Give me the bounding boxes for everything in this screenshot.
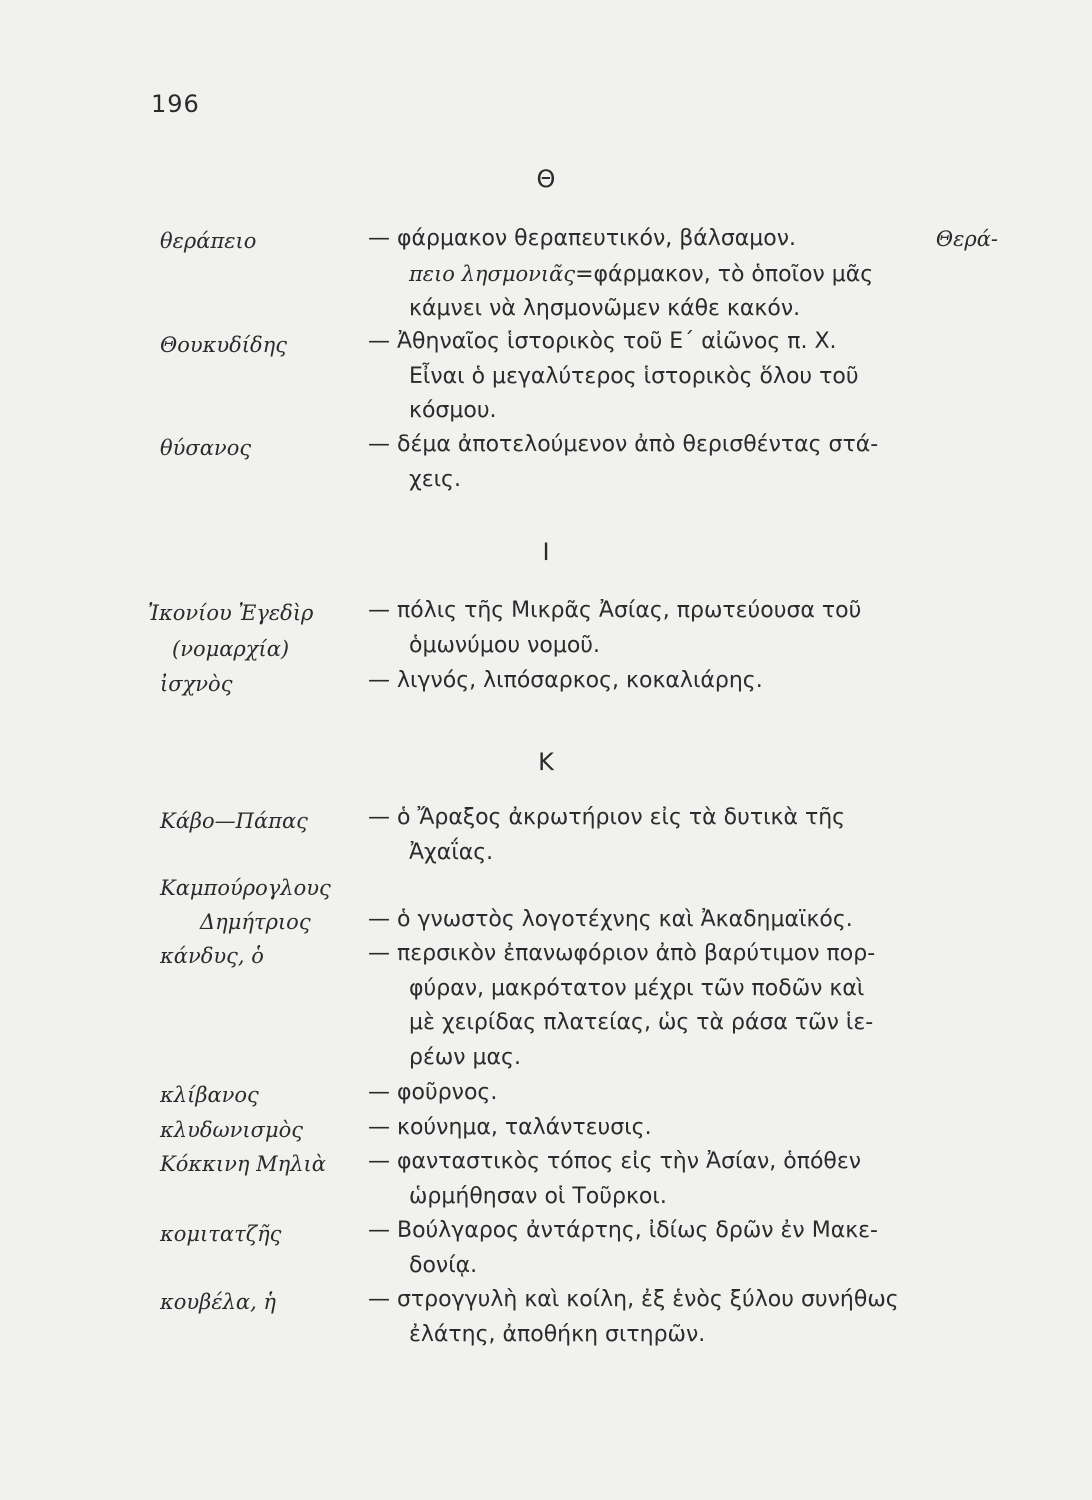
definition: — στρογγυλὴ καὶ κοίλη, ἐξ ἑνὸς ξύλου συνήθως ἐλάτης, ἀποθήκη σιτηρῶν. [368,1287,899,1347]
headword: κομιτατζῆς [160,1222,282,1246]
definition: — ὁ Ἄραξος ἀκρωτήριον εἰς τὰ δυτικὰ τῆς Ἀχαΐας. [368,805,846,865]
section-letter-iota: Ι [542,538,550,566]
page-number: 196 [151,90,200,118]
section-letter-kappa: Κ [538,748,554,776]
headword: Ἰκονίου Ἐγεδὶρ [148,601,314,625]
headword: κλίβανος [160,1083,259,1107]
definition: — Ἀθηναῖος ἱστορικὸς τοῦ Ε΄ αἰῶνος π. Χ. Εἶναι ὁ μεγαλύτερος ἱστορικὸς ὅλου τοῦ κόσμου. [368,329,859,423]
headword: κάνδυς, ὁ [160,944,264,968]
headword: Κάβο—Πάπας [160,809,308,833]
headword: κουβέλα, ἡ [160,1290,277,1314]
headword: Καμπούρογλους [160,876,331,900]
definition: — Βούλγαρος ἀντάρτης, ἰδίως δρῶν ἐν Μακε- δονίᾳ. [368,1218,878,1278]
headword-line-2: Δημήτριος [200,910,311,934]
definition: — δέμα ἀποτελούμενον ἀπὸ θερισθέντας στά- χεις. [368,432,879,492]
definition: — φανταστικὸς τόπος εἰς τὴν Ἀσίαν, ὁπόθεν ὡρμήθησαν οἱ Τοῦρκοι. [368,1149,862,1209]
definition: — κούνημα, ταλάντευσις. [368,1115,652,1140]
definition: — φάρμακον θεραπευτικόν, βάλσαμον. Θερά- πειο λησμονιᾶς=φάρμακον, τὸ ὁποῖον μᾶς κάμνει νὰ λησμονῶμεν κάθε κακόν. [368,226,998,321]
headword: ἰσχνὸς [160,672,233,696]
definition: — ὁ γνωστὸς λογοτέχνης καὶ Ἀκαδημαϊκός. [368,907,853,932]
headword-line-2: (νομαρχία) [172,637,290,661]
headword: κλυδωνισμὸς [160,1118,304,1142]
headword: Θουκυδίδης [160,333,288,357]
definition: — φοῦρνος. [368,1080,498,1105]
definition: — λιγνός, λιπόσαρκος, κοκαλιάρης. [368,668,763,693]
section-letter-theta: Θ [536,165,556,193]
definition: — πόλις τῆς Μικρᾶς Ἀσίας, πρωτεύουσα τοῦ ὁμωνύμου νομοῦ. [368,598,862,658]
headword: Κόκκινη Μηλιὰ [160,1152,326,1176]
headword: θεράπειο [160,229,257,253]
definition: — περσικὸν ἐπανωφόριον ἀπὸ βαρύτιμον πορ- φύραν, μακρότατον μέχρι τῶν ποδῶν καὶ μὲ χειρίδας πλατείας, ὡς τὰ ράσα τῶν ἱε- ρέων μας. [368,941,876,1070]
headword: θύσανος [160,436,252,460]
